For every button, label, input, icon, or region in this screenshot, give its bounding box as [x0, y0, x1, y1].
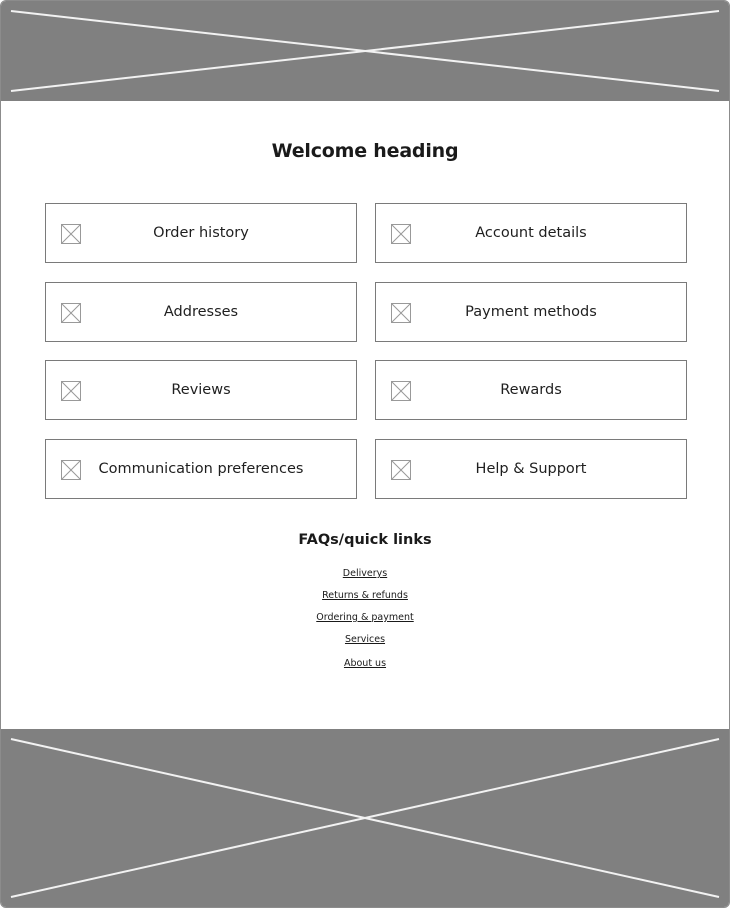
tile-rewards[interactable] [375, 360, 687, 420]
tile-label: Help & Support [475, 461, 587, 477]
tile-account-details[interactable] [375, 203, 687, 263]
image-placeholder-icon [1, 729, 729, 907]
faq-link-item [1, 658, 729, 669]
tile-addresses[interactable] [45, 282, 357, 342]
tile-label: Reviews [171, 382, 231, 398]
faq-link-returns-refunds[interactable]: Returns & refunds [322, 590, 408, 601]
faq-link-deliverys[interactable]: Deliverys [342, 568, 388, 579]
faq-link-item [1, 568, 729, 579]
tile-reviews[interactable] [45, 360, 357, 420]
faq-link-about-us[interactable]: About us [343, 658, 387, 669]
header-banner-image [1, 1, 729, 101]
tile-label: Addresses [163, 304, 239, 320]
faq-link-item [1, 634, 729, 645]
tile-payment-methods[interactable] [375, 282, 687, 342]
image-placeholder-icon [1, 1, 729, 101]
welcome-heading: Welcome heading [271, 140, 459, 162]
faq-link-services[interactable]: Services [344, 634, 386, 645]
tile-label: Communication preferences [98, 461, 304, 477]
tile-help-support[interactable] [375, 439, 687, 499]
tile-order-history[interactable] [45, 203, 357, 263]
footer-banner-image [1, 729, 729, 907]
tile-label: Order history [153, 225, 249, 241]
tile-label: Account details [475, 225, 587, 241]
tile-label: Rewards [500, 382, 562, 398]
tile-communication-preferences[interactable] [45, 439, 357, 499]
faq-link-item [1, 590, 729, 601]
faq-heading: FAQs/quick links [298, 532, 432, 548]
faq-link-item [1, 612, 729, 623]
faq-link-ordering-payment[interactable]: Ordering & payment [316, 612, 414, 623]
tile-label: Payment methods [465, 304, 597, 320]
